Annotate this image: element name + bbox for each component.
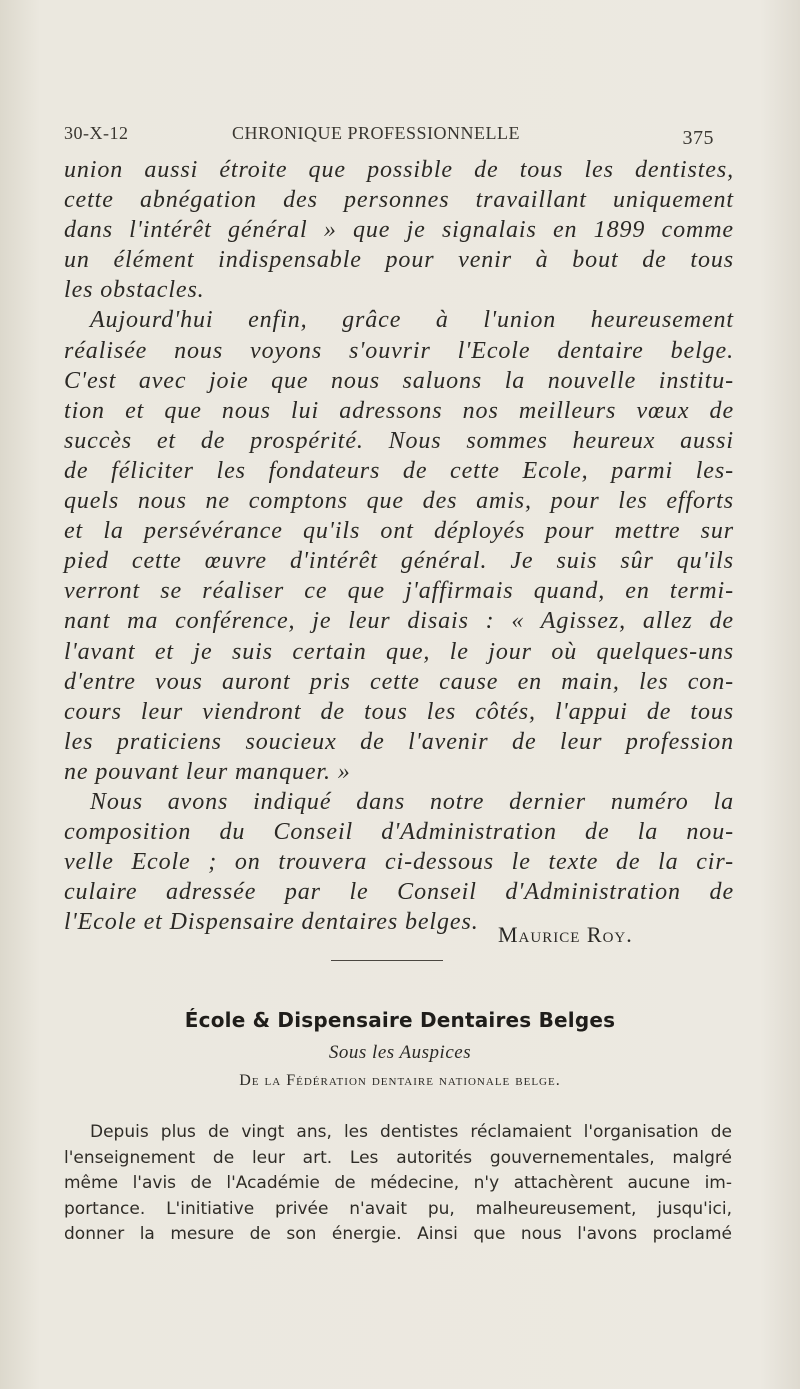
article-line: l'avant et je suis certain que, le jour où quelques-uns: [64, 638, 734, 665]
article-line: réalisée nous voyons s'ouvrir l'Ecole dentaire belge.: [64, 337, 734, 364]
article-line: cette abnégation des personnes travaillant uniquement: [64, 187, 734, 214]
article-line: les praticiens soucieux de l'avenir de leur profession: [64, 728, 734, 755]
article-line: composition du Conseil d'Administration de la nou-: [64, 819, 734, 846]
section-subtitle: Sous les Auspices: [328, 1042, 472, 1063]
page-number: 375: [682, 127, 714, 149]
section-subtitle-federation: De la Fédération dentaire nationale belge.: [239, 1072, 561, 1089]
article-line: d'entre vous auront pris cette cause en main, les con-: [64, 668, 734, 695]
article-line: Aujourd'hui enfin, grâce à l'union heureusement: [90, 307, 734, 334]
body-line: portance. L'initiative privée n'avait pu, malheureusement, jusqu'ici,: [64, 1198, 732, 1219]
article-line: l'Ecole et Dispensaire dentaires belges.: [64, 909, 479, 936]
article-line: union aussi étroite que possible de tous les dentistes,: [64, 157, 734, 183]
section-body-text: [64, 1120, 732, 1248]
article-line: velle Ecole ; on trouvera ci-dessous le texte de la cir-: [64, 849, 734, 876]
article-line: tion et que nous lui adressons nos meilleurs vœux de: [64, 397, 734, 424]
article-line: C'est avec joie que nous saluons la nouvelle institu-: [64, 367, 734, 394]
article-line: Nous avons indiqué dans notre dernier numéro la: [90, 788, 734, 815]
article-line: pied cette œuvre d'intérêt général. Je suis sûr qu'ils: [64, 548, 734, 575]
author-signature: Maurice Roy.: [498, 922, 633, 947]
body-line: Depuis plus de vingt ans, les dentistes réclamaient l'organisation de: [90, 1122, 732, 1142]
body-line: l'enseignement de leur art. Les autorités gouvernementales, malgré: [64, 1147, 732, 1168]
article-line: de féliciter les fondateurs de cette Ecole, parmi les-: [64, 457, 734, 484]
article-line: nant ma conférence, je leur disais : « Agissez, allez de: [64, 608, 734, 635]
body-line: même l'avis de l'Académie de médecine, n'y attachèrent aucune im-: [64, 1173, 732, 1193]
header-date: 30-X-12: [64, 123, 129, 143]
article-line: quels nous ne comptons que des amis, pour les efforts: [64, 488, 734, 515]
running-header: [64, 119, 714, 149]
header-running-title: CHRONIQUE PROFESSIONNELLE: [232, 123, 521, 143]
article-line: les obstacles.: [64, 277, 205, 304]
body-line: donner la mesure de son énergie. Ainsi que nous l'avons proclamé: [64, 1224, 732, 1244]
article-line: et la persévérance qu'ils ont déployés pour mettre sur: [64, 518, 734, 545]
article-line: cours leur viendront de tous les côtés, l'appui de tous: [64, 698, 734, 725]
article-line: ne pouvant leur manquer. »: [64, 758, 351, 785]
section-divider: [331, 960, 443, 961]
section-title: École & Dispensaire Dentaires Belges: [184, 1008, 616, 1032]
article-line: succès et de prospérité. Nous sommes heureux aussi: [64, 427, 734, 454]
article-line: un élément indispensable pour venir à bout de tous: [64, 247, 734, 274]
article-line: culaire adressée par le Conseil d'Administration de: [64, 879, 734, 906]
article-line: dans l'intérêt général » que je signalais en 1899 comme: [64, 217, 734, 244]
article-text: [64, 155, 734, 937]
article-line: verront se réaliser ce que j'affirmais quand, en termi-: [64, 578, 734, 605]
